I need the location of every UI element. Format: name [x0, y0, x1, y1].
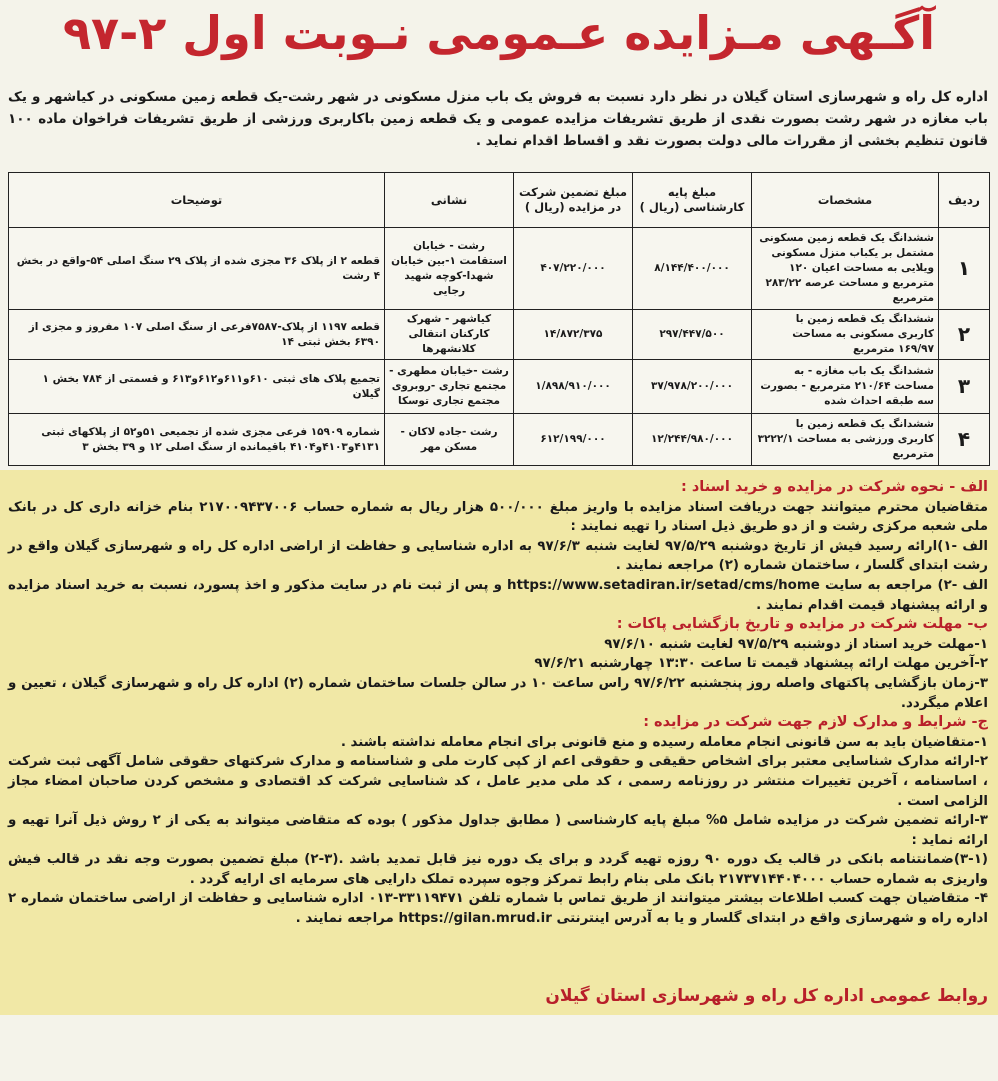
- row-address: کیاشهر - شهرک کارکنان انتقالی کلانشهرها: [385, 310, 514, 360]
- row-base-price: ۸/۱۴۴/۴۰۰/۰۰۰: [633, 228, 752, 310]
- section-b-1: ۱-مهلت خرید اسناد از دوشنبه ۹۷/۵/۲۹ لغایت شنبه ۹۷/۶/۱۰: [604, 636, 988, 652]
- row-number: ۴: [939, 414, 990, 466]
- row-notes: تجمیع پلاک های ثبتی ۶۱۰و۶۱۱و۶۱۲و۶۱۳ و قسمتی از ۷۸۴ بخش ۱ گیلان: [9, 360, 385, 414]
- row-number: ۲: [939, 310, 990, 360]
- table-row: [9, 228, 990, 310]
- section-b-2: ۲-آخرین مهلت ارائه پیشنهاد قیمت تا ساعت ۱۳:۳۰ چهارشنبه ۹۷/۶/۲۱: [534, 656, 988, 672]
- row-guarantee: ۱/۸۹۸/۹۱۰/۰۰۰: [514, 360, 633, 414]
- row-guarantee: ۶۱۲/۱۹۹/۰۰۰: [514, 414, 633, 466]
- header-notes: توضیحات: [9, 173, 385, 228]
- row-address: رشت - خیابان استقامت ۱-بین خیابان شهدا-کوچه شهید رجایی: [385, 228, 514, 310]
- conditions-body: [8, 478, 988, 929]
- auction-items-table: [8, 172, 990, 466]
- section-c-3-options: (۳-۱)ضمانتنامه بانکی در قالب یک دوره ۹۰ روزه تهیه گردد و برای یک دوره نیز قابل تمدید باشد .(۳-۲) مبلغ تضمین بصورت وجه نقد در قالب فیش واریزی به شماره حساب ۲۱۷۳۷۱۴۴۰۴۰۰۰ بانک ملی بنام رابط تمرکز وجوه سپرده تملک دارایی های سرمایه ای ارایه گردد .: [8, 852, 989, 887]
- row-address: رشت -خیابان مطهری - مجتمع تجاری -روبروی مجتمع تجاری توسکا: [385, 360, 514, 414]
- notice-title: آگـهی مـزایده عـمومی نـوبت اول ۲-۹۷: [62, 6, 936, 60]
- row-base-price: ۳۷/۹۷۸/۲۰۰/۰۰۰: [633, 360, 752, 414]
- header-address: نشانی: [385, 173, 514, 228]
- row-spec: ششدانگ یک قطعه زمین با کاربری ورزشی به مساحت ۳۲۲۲/۱ مترمربع: [752, 414, 939, 466]
- row-base-price: ۱۲/۲۴۴/۹۸۰/۰۰۰: [633, 414, 752, 466]
- row-guarantee: ۴۰۷/۲۲۰/۰۰۰: [514, 228, 633, 310]
- row-number: ۱: [939, 228, 990, 310]
- section-a-1: الف -۱)ارائه رسید فیش از تاریخ دوشنبه ۹۷/۵/۲۹ لغایت شنبه ۹۷/۶/۳ به اداره شناسایی و حفاظت از اراضی اداره کل راه و شهرسازی گیلان واقع در رشت ابتدای گلسار ، ساختمان شماره (۲) مراجعه نمایند .: [8, 538, 988, 574]
- row-base-price: ۲۹۷/۴۴۷/۵۰۰: [633, 310, 752, 360]
- header-row-number: ردیف: [939, 173, 990, 228]
- section-a-2: الف -۲) مراجعه به سایت https://www.setadiran.ir/setad/cms/home و پس از ثبت نام در سایت مذکور و اخذ پسورد، نسبت به خرید اسناد مزایده و ارائه پیشنهاد قیمت اقدام نمایند .: [8, 577, 989, 613]
- table-row: [9, 414, 990, 466]
- header-spec: مشخصات: [752, 173, 939, 228]
- row-spec: ششدانگ یک باب مغازه - به مساحت ۲۱۰/۶۴ مترمربع - بصورت سه طبقه احداث شده: [752, 360, 939, 414]
- table-row: [9, 360, 990, 414]
- header-base-price: مبلغ پایه کارشناسی (ریال ): [633, 173, 752, 228]
- row-notes: قطعه ۲ از پلاک ۳۶ مجزی شده از پلاک ۲۹ سنگ اصلی ۵۴-واقع در بخش ۴ رشت: [9, 228, 385, 310]
- bottom-margin: [0, 1015, 998, 1081]
- row-spec: ششدانگ یک قطعه زمین با کاربری مسکونی به مساحت ۱۶۹/۹۷ مترمربع: [752, 310, 939, 360]
- row-notes: شماره ۱۵۹۰۹ فرعی مجزی شده از تجمیعی ۵۱و۵۲ از پلاکهای ثبتی ۴۱۳۱و۴۱۰۳و۴۱۰۴ باقیمانده از سنگ اصلی ۱۲ و ۳۹ بخش ۳: [9, 414, 385, 466]
- table-header-row: [9, 173, 990, 228]
- public-relations-signature: روابط عمومی اداره کل راه و شهرسازی استان گیلان: [545, 986, 988, 1006]
- header-guarantee: مبلغ تضمین شرکت در مزایده (ریال ): [514, 173, 633, 228]
- row-spec: ششدانگ یک قطعه زمین مسکونی مشتمل بر یکباب منزل مسکونی ویلایی به مساحت اعیان ۱۲۰ مترمربع و مساحت عرصه ۲۸۳/۲۲ مترمربع: [752, 228, 939, 310]
- section-c-heading: ج- شرایط و مدارک لازم جهت شرکت در مزایده :: [643, 714, 988, 731]
- intro-paragraph: اداره کل راه و شهرسازی استان گیلان در نظر دارد نسبت به فروش یک باب منزل مسکونی در شهر رشت-یک قطعه زمین مسکونی در کیاشهر و یک باب مغازه در شهر رشت بصورت نقدی از طریق تشریفات مزایده عمومی و یک قطعه زمین باکاربری ورزشی از طریق تشریفات فراخوان ماده ۱۰۰ قانون تنظیم بخشی از مقررات مالی دولت بصورت نقد و اقساط اقدام نماید .: [8, 89, 988, 149]
- section-c-2: ۲-ارائه مدارک شناسایی معتبر برای اشخاص حقیقی و حقوقی اعم از کپی کارت ملی و شناسنامه و مدارک شرکتهای حقوقی شامل آگهی ثبت شرکت ، اساسنامه ، آخرین تغییرات منتشر در روزنامه رسمی ، کد ملی مدیر عامل ، کد شناسایی شرکت کد اقتصادی و مشخص کردن صاحبان امضاء مجاز الزامی است .: [8, 754, 988, 809]
- section-a-intro: متقاضیان محترم میتوانند جهت دریافت اسناد مزایده با واریز مبلغ ۵۰۰/۰۰۰ هزار ریال به شماره حساب ۲۱۷۰۰۹۴۳۷۰۰۶ بنام خزانه داری کل در بانک ملی شعبه مرکزی رشت و از دو طریق ذیل اسناد را تهیه نمایند :: [8, 499, 988, 535]
- section-a-heading: الف - نحوه شرکت در مزایده و خرید اسناد :: [680, 479, 988, 495]
- table-row: [9, 310, 990, 360]
- section-c-4: ۴- متقاضیان جهت کسب اطلاعات بیشتر میتوانند از طریق تماس با شماره تلفن ۳۳۱۱۹۴۷۱-۰۱۳ اداره شناسایی و حفاظت از اراضی ساختمان شماره ۲ اداره راه و شهرسازی واقع در ابتدای گلسار و یا به آدرس اینترنتی https://gilan.mrud.ir مراجعه نمایند .: [8, 891, 988, 927]
- section-b-heading: ب- مهلت شرکت در مزایده و تاریخ بازگشایی پاکات :: [616, 616, 988, 633]
- section-c-1: ۱-متقاضیان باید به سن قانونی انجام معامله رسیده و منع قانونی برای انجام معامله نداشته باشند .: [340, 734, 988, 750]
- section-c-3: ۳-ارائه تضمین شرکت در مزایده شامل ۵% مبلغ پایه کارشناسی ( مطابق جداول مذکور ) بوده که متقاضی میتواند به یکی از ۲ روش ذیل آنرا تهیه و ارائه نماید :: [8, 813, 988, 848]
- row-guarantee: ۱۴/۸۷۲/۳۷۵: [514, 310, 633, 360]
- section-b-3: ۳-زمان بازگشایی پاکتهای واصله روز پنجشنبه ۹۷/۶/۲۲ راس ساعت ۱۰ در سالن جلسات ساختمان شماره (۲) اداره کل راه و شهرسازی گیلان ، تعیین و اعلام میگردد.: [8, 675, 988, 711]
- row-address: رشت -جاده لاکان - مسکن مهر: [385, 414, 514, 466]
- row-notes: قطعه ۱۱۹۷ از پلاک-۷۵۸۷فرعی از سنگ اصلی ۱۰۷ مفروز و مجزی از ۶۳۹۰ بخش ثبتی ۱۴: [9, 310, 385, 360]
- row-number: ۳: [939, 360, 990, 414]
